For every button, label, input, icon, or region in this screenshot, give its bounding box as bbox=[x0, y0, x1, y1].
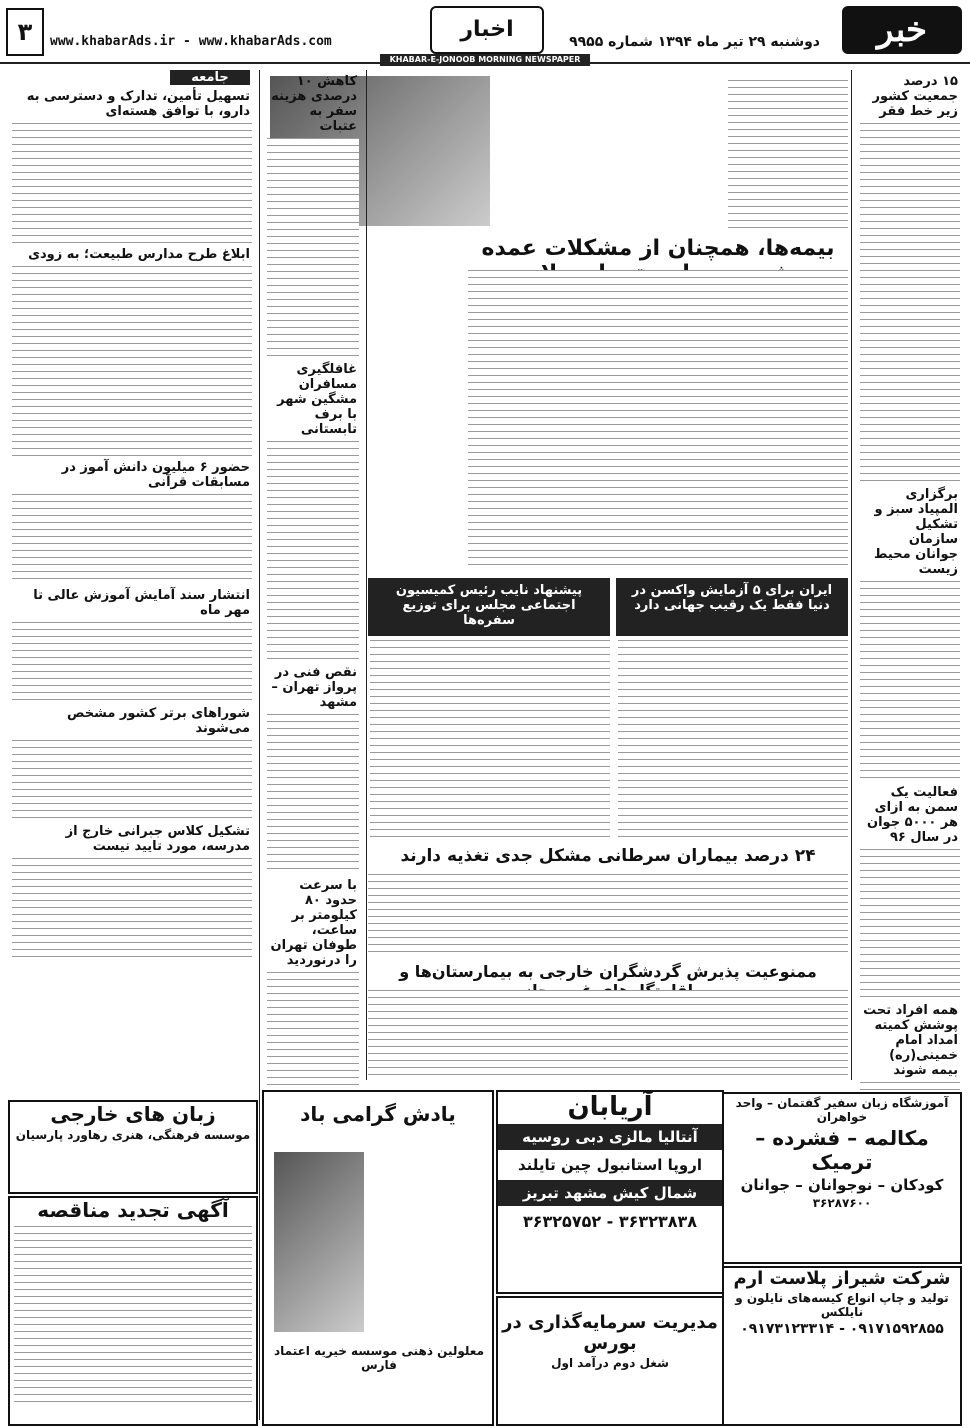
left-headline-1: تسهیل تأمین، تدارک و دسترسی به دارو، با توافق هسته‌ای bbox=[26, 89, 250, 119]
ad-travel bbox=[496, 1090, 724, 1294]
right-column bbox=[856, 70, 964, 1082]
article-text bbox=[267, 441, 359, 661]
section-title: اخبار bbox=[430, 6, 544, 54]
article-text bbox=[12, 740, 252, 820]
column-divider bbox=[259, 70, 260, 1420]
section-label: جامعه bbox=[170, 70, 250, 85]
article-text bbox=[860, 123, 960, 483]
story-headline-4: ممنوعیت پذیرش گردشگران خارجی به بیمارستان‌ها و bbox=[399, 962, 817, 981]
right-headline-3: فعالیت یک سمن به ازای هر ۵۰۰۰ جوان در سال ۹۶ bbox=[867, 785, 958, 845]
ad-plastic-desc: تولید و چاپ انواع کیسه‌های نایلون و نایلکس bbox=[735, 1291, 949, 1319]
ad-stock-title: مدیریت سرمایه‌گذاری در بورس bbox=[502, 1312, 718, 1354]
mid-headline-4: با سرعت حدود ۸۰ کیلومتر بر ساعت، طوفان تهران را درنوردید bbox=[270, 878, 357, 968]
mid-headline-2: غافلگیری مسافران مشگین شهر با برف تابستانی bbox=[277, 362, 357, 437]
article-text bbox=[267, 138, 359, 358]
story-box-1 bbox=[616, 578, 848, 636]
left-headline-5: شوراهای برتر کشور مشخص می‌شوند bbox=[66, 706, 250, 736]
ad-education bbox=[722, 1092, 962, 1264]
left-headline-6: تشکیل کلاس جبرانی خارج از مدرسه، مورد تایید نیست bbox=[65, 824, 250, 854]
ad-travel-line-3: شمال کیش مشهد تبریز bbox=[498, 1180, 722, 1206]
ad-memorial-title: یادش گرامی باد bbox=[300, 1102, 456, 1126]
masthead bbox=[0, 0, 970, 64]
story-text-3 bbox=[368, 874, 848, 954]
ad-travel-brand: آریابان bbox=[567, 1092, 653, 1122]
ad-stock bbox=[496, 1296, 724, 1426]
ad-travel-phone: ۳۶۳۲۳۸۳۸ - ۳۶۳۲۵۷۵۲ bbox=[522, 1212, 698, 1231]
lead-caption-text bbox=[728, 80, 848, 230]
article-text bbox=[12, 858, 252, 958]
english-subtitle: KHABAR-E-JONOOB MORNING NEWSPAPER bbox=[380, 54, 590, 66]
article-text bbox=[12, 266, 252, 456]
left-column bbox=[8, 70, 256, 1270]
story-text-4 bbox=[368, 990, 848, 1080]
story-headline-1: ایران برای ۵ آزمایش واکسن در دنیا فقط یک رقیب جهانی دارد bbox=[631, 583, 833, 613]
article-text bbox=[12, 123, 252, 243]
story-box-2 bbox=[368, 578, 610, 636]
ad-language-title: زبان های خارجی bbox=[50, 1102, 216, 1126]
ad-plastic-name: شرکت شیراز پلاست ارم bbox=[733, 1268, 951, 1289]
story-text-2 bbox=[370, 640, 610, 840]
ad-travel-line-1: آنتالیا مالزی دبی روسیه bbox=[498, 1124, 722, 1150]
ad-tender-text bbox=[14, 1226, 252, 1406]
middle-column bbox=[263, 70, 363, 1080]
article-text bbox=[12, 622, 252, 702]
ad-education-courses: مکالمه – فشرده – ترمیک bbox=[755, 1126, 929, 1174]
right-headline-4: همه افراد تحت پوشش کمیته امداد امام خمینی(ره) بیمه شوند bbox=[863, 1003, 958, 1078]
ad-travel-line-2: اروپا استانبول چین تایلند bbox=[517, 1156, 703, 1174]
ad-tender-title: آگهی تجدید مناقصه bbox=[37, 1198, 229, 1222]
right-headline-2: برگزاری المپیاد سبز و تشکیل سازمان جوانان محیط زیست bbox=[873, 487, 958, 577]
story-headline-3: ۲۴ درصد بیماران سرطانی مشکل جدی تغذیه دارند bbox=[400, 846, 816, 866]
story-headline-2: پیشنهاد نایب رئیس کمیسیون اجتماعی مجلس برای توزیع سفره‌ها bbox=[395, 583, 583, 628]
column-divider bbox=[851, 70, 852, 1080]
logo: خبر bbox=[842, 6, 962, 54]
ad-stock-subtitle: شغل دوم درآمد اول bbox=[551, 1356, 669, 1370]
left-headline-3: حضور ۶ میلیون دانش آموز در مسابقات قرآنی bbox=[61, 460, 250, 490]
article-text bbox=[860, 849, 960, 999]
ad-education-ages: کودکان – نوجوانان – جوانان bbox=[740, 1176, 944, 1194]
ad-memorial bbox=[262, 1090, 494, 1426]
website-url: www.khabarAds.ir - www.khabarAds.com bbox=[50, 34, 332, 49]
lead-headline: بیمه‌ها، همچنان از مشکلات عمده bbox=[481, 236, 835, 261]
article-text bbox=[267, 714, 359, 874]
ad-memorial-org: معلولین ذهنی موسسه خیریه اعتماد فارس bbox=[273, 1344, 484, 1372]
issue-date: دوشنبه ۲۹ تیر ماه ۱۳۹۴ شماره ۹۹۵۵ bbox=[569, 34, 820, 50]
ad-tender bbox=[8, 1196, 258, 1426]
ad-education-phone: ۳۶۲۸۷۶۰۰ bbox=[812, 1196, 872, 1210]
story-text-1 bbox=[618, 640, 848, 840]
ad-education-name: آموزشگاه زبان سفیر گفتمان – واحد خواهران bbox=[735, 1096, 949, 1124]
mid-headline-3: نقص فنی در پرواز تهران – مشهد bbox=[271, 665, 357, 710]
column-divider bbox=[366, 70, 367, 1080]
ad-plastic bbox=[722, 1266, 962, 1426]
article-text bbox=[860, 581, 960, 781]
lead-article-text bbox=[468, 270, 848, 570]
ad-memorial-photo bbox=[274, 1152, 364, 1332]
ad-language bbox=[8, 1100, 258, 1194]
mid-headline-1: کاهش ۱۰ درصدی هزینه سفر به عتبات bbox=[271, 74, 357, 134]
page-number: ۳ bbox=[6, 8, 44, 56]
ad-language-subtitle: موسسه فرهنگی، هنری رهاورد پارسیان bbox=[15, 1128, 251, 1142]
ad-plastic-phone: ۰۹۱۷۱۵۹۲۸۵۵ - ۰۹۱۷۳۱۲۳۳۱۴ bbox=[740, 1321, 944, 1337]
article-text bbox=[12, 494, 252, 584]
left-headline-2: ابلاغ طرح مدارس طبیعت؛ به زودی bbox=[28, 247, 250, 262]
right-headline-1: ۱۵ درصد جمعیت کشور زیر خط فقر bbox=[872, 74, 958, 119]
left-headline-4: انتشار سند آمایش آموزش عالی تا مهر ماه bbox=[33, 588, 250, 618]
